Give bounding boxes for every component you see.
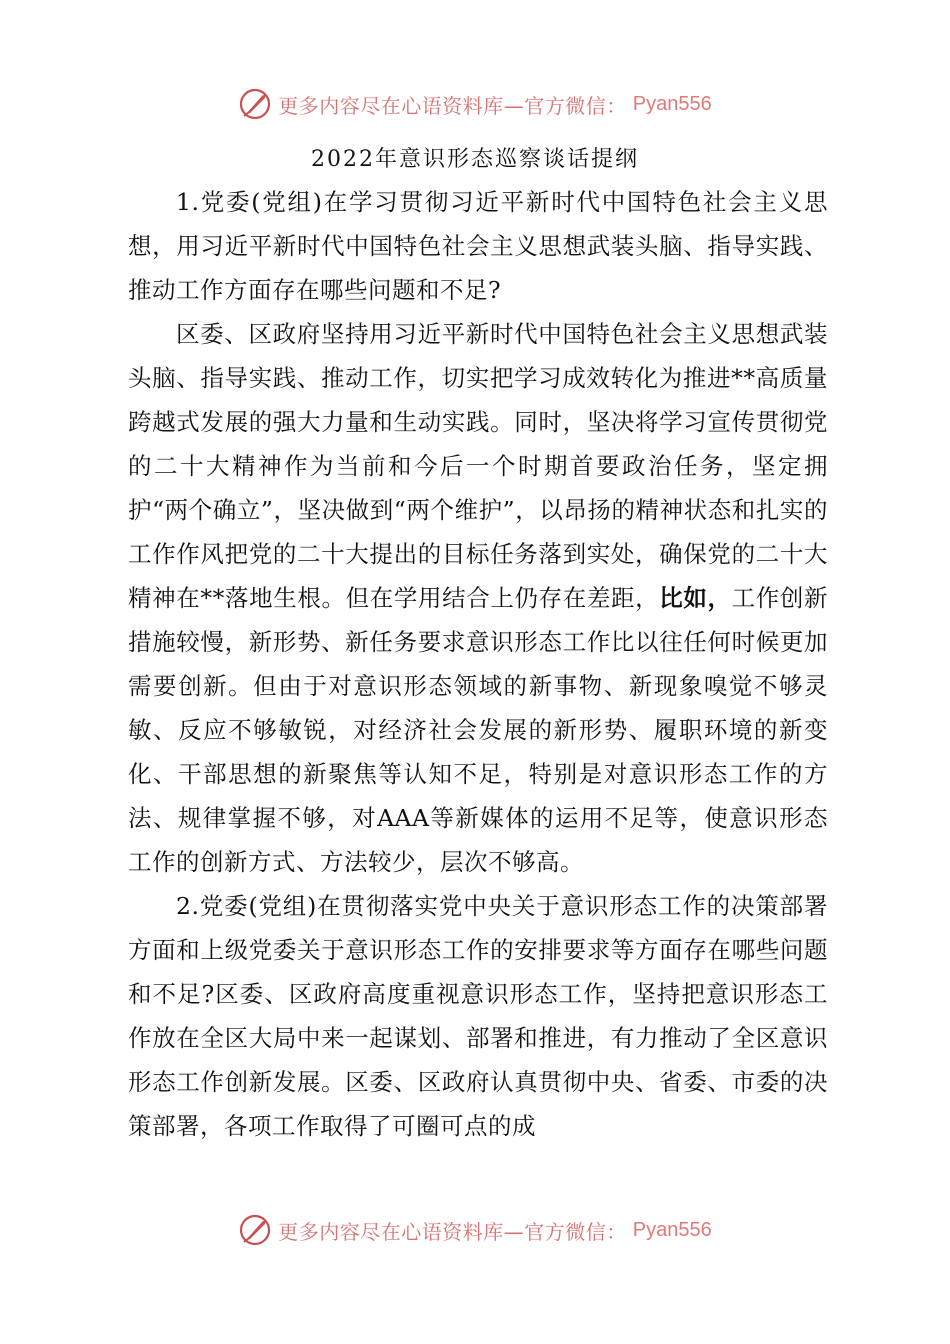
page-title: 2022年意识形态巡察谈话提纲 — [311, 147, 639, 172]
answer-1-text-a: 区委、区政府坚持用习近平新时代中国特色社会主义思想武装头脑、指导实践、推动工作，切实把学习成效转化为推进**高质量跨越式发展的强大力量和生动实践。同时，坚决将学习宣传贯彻党的二十大精神作为当前和今后一个时期首要政治任务，坚定拥护“两个确立”，坚决做到“两个维护”，以昂扬的精神状态和扎实的工作作风把党的二十大提出的目标任务落到实处，确保党的二十大精神在**落地生根。但在学用结合上仍存在差距， — [128, 320, 828, 612]
question-1: 1.党委(党组)在学习贯彻习近平新时代中国特色社会主义思想，用习近平新时代中国特色社会主义思想武装头脑、指导实践、推动工作方面存在哪些问题和不足? — [128, 188, 828, 304]
watermark-footer — [0, 1210, 950, 1250]
watermark-text: 更多内容尽在心语资料库—官方微信： — [278, 1219, 627, 1244]
watermark-wechat-id: Pyan556 — [632, 92, 712, 115]
quill-logo-icon — [238, 1213, 272, 1247]
watermark-header — [0, 84, 950, 124]
answer-1-text-b: 工作创新措施较慢，新形势、新任务要求意识形态工作比以往任何时候更加需要创新。但由于对意识形态领域的新事物、新现象嗅觉不够灵敏、反应不够敏锐，对经济社会发展的新形势、履职环境的新变化、干部思想的新聚焦等认知不足，特别是对意识形态工作的方法、规律掌握不够，对AAA等新媒体的运用不足等，使意识形态工作的创新方式、方法较少，层次不够高。 — [128, 584, 828, 876]
answer-1-bold: 比如， — [659, 584, 732, 612]
question-2: 2.党委(党组)在贯彻落实党中央关于意识形态工作的决策部署方面和上级党委关于意识形态工作的安排要求等方面存在哪些问题和不足?区委、区政府高度重视意识形态工作，坚持把意识形态工作放在全区大局中来一起谋划、部署和推进，有力推动了全区意识形态工作创新发展。区委、区政府认真贯彻中央、省委、市委的决策部署，各项工作取得了可圈可点的成 — [128, 892, 828, 1140]
watermark-text: 更多内容尽在心语资料库—官方微信： — [278, 93, 627, 118]
quill-logo-icon — [238, 87, 272, 121]
answer-1 — [128, 312, 828, 884]
watermark-wechat-id: Pyan556 — [632, 1218, 712, 1241]
document-body — [128, 180, 828, 1148]
